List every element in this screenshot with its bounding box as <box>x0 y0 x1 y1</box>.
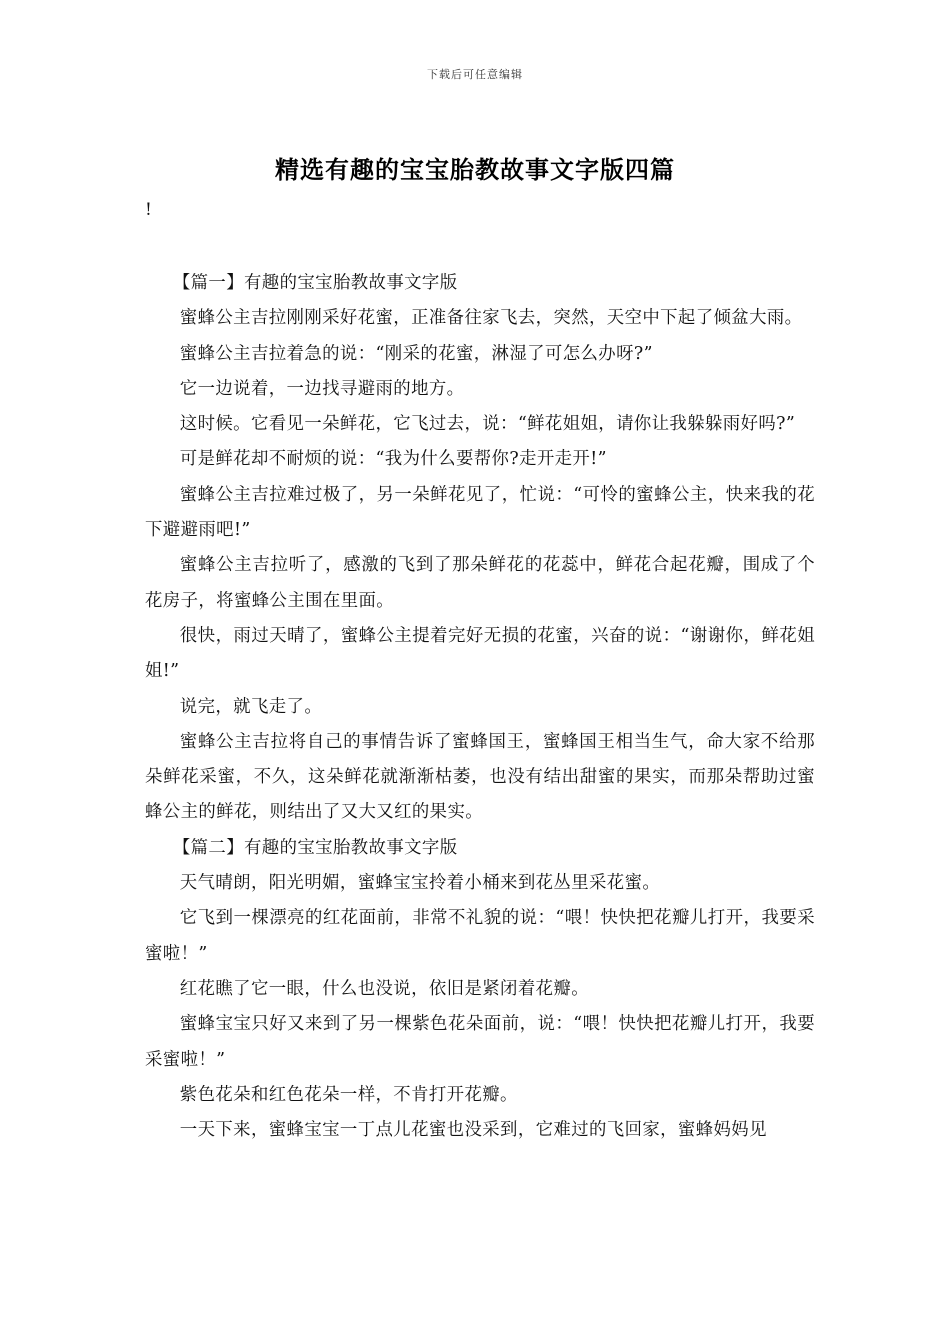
paragraph: 蜜蜂公主吉拉难过极了，另一朵鲜花见了，忙说：“可怜的蜜蜂公主，快来我的花下避避雨吧!” <box>145 484 815 541</box>
paragraph: 红花瞧了它一眼，什么也没说，依旧是紧闭着花瓣。 <box>179 978 589 999</box>
paragraph: 它飞到一棵漂亮的红花面前，非常不礼貌的说：“喂！快快把花瓣儿打开，我要采蜜啦！” <box>145 908 815 964</box>
header-note: 下载后可任意编辑 <box>427 68 523 81</box>
paragraph: 蜜蜂公主吉拉刚刚采好花蜜，正准备往家飞去，突然，天空中下起了倾盆大雨。 <box>179 308 803 329</box>
paragraph: 蜜蜂公主吉拉将自己的事情告诉了蜜蜂国王，蜜蜂国王相当生气，命大家不给那朵鲜花采蜜，不久，这朵鲜花就渐渐枯萎，也没有结出甜蜜的果实，而那朵帮助过蜜蜂公主的鲜花，则结出了又大又红的果实。 <box>145 731 815 823</box>
paragraph: 蜜蜂公主吉拉着急的说：“刚采的花蜜，淋湿了可怎么办呀?” <box>179 343 653 364</box>
paragraph: 可是鲜花却不耐烦的说：“我为什么要帮你?走开走开!” <box>179 449 607 470</box>
paragraph: 蜜蜂公主吉拉听了，感激的飞到了那朵鲜花的花蕊中，鲜花合起花瓣，围成了个花房子，将蜜蜂公主围在里面。 <box>145 555 815 611</box>
paragraph: 蜜蜂宝宝只好又来到了另一棵紫色花朵面前，说：“喂！快快把花瓣儿打开，我要采蜜啦！” <box>145 1014 815 1070</box>
paragraph: 它一边说着，一边找寻避雨的地方。 <box>179 378 465 399</box>
section-heading: 【篇一】有趣的宝宝胎教故事文字版 <box>172 273 458 293</box>
page-title: 精选有趣的宝宝胎教故事文字版四篇 <box>275 155 675 184</box>
exclamation-mark: ! <box>145 200 152 220</box>
paragraph: 紫色花朵和红色花朵一样，不肯打开花瓣。 <box>179 1084 518 1105</box>
paragraph: 说完，就飞走了。 <box>179 696 323 717</box>
paragraph: 很快，雨过天晴了，蜜蜂公主提着完好无损的花蜜，兴奋的说：“谢谢你，鲜花姐姐!” <box>145 625 815 682</box>
paragraph: 天气晴朗，阳光明媚，蜜蜂宝宝拎着小桶来到花丛里采花蜜。 <box>179 873 661 894</box>
paragraph: 一天下来，蜜蜂宝宝一丁点儿花蜜也没采到，它难过的飞回家，蜜蜂妈妈见 <box>179 1120 767 1141</box>
section-heading: 【篇二】有趣的宝宝胎教故事文字版 <box>172 837 458 858</box>
paragraph: 这时候。它看见一朵鲜花，它飞过去，说：“鲜花姐姐，请你让我躲躲雨好吗?” <box>179 414 796 435</box>
article-body <box>145 266 815 1148</box>
